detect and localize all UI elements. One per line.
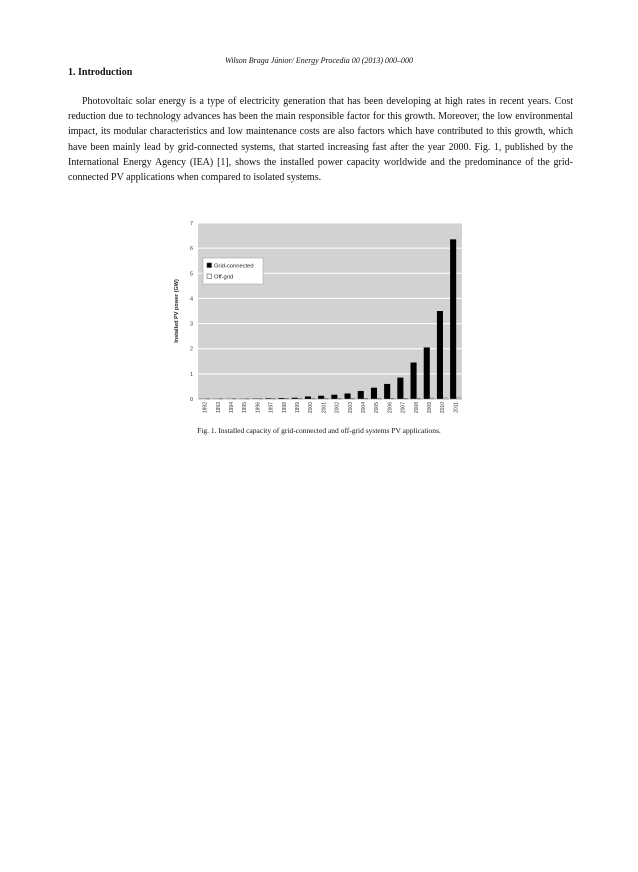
y-tick-label: 1 [189, 371, 193, 378]
x-tick-label: 2010 [440, 402, 447, 414]
x-tick-label: 2002 [334, 402, 341, 414]
x-tick-label: 2005 [374, 402, 381, 414]
bar-grid-connected [384, 384, 390, 399]
plot-area [198, 223, 462, 399]
y-tick-label: 3 [189, 321, 193, 328]
bar-grid-connected [331, 395, 337, 399]
y-tick-label: 0 [189, 397, 193, 403]
x-tick-label: 1995 [242, 402, 249, 414]
pv-capacity-chart [160, 215, 470, 415]
x-tick-label: 1999 [295, 402, 301, 414]
x-tick-label: 1996 [255, 402, 262, 414]
bar-grid-connected [345, 393, 351, 399]
legend-swatch [207, 274, 212, 279]
y-tick-label: 7 [189, 221, 193, 227]
section-title: 1. Introduction [68, 67, 133, 78]
bar-grid-connected [305, 396, 311, 399]
x-tick-label: 2001 [321, 402, 328, 414]
x-tick-label: 2008 [413, 402, 420, 414]
running-head: Wilson Braga Júnior/ Energy Procedia 00 (2013) 000–000 [224, 56, 414, 65]
bar-grid-connected [358, 391, 364, 399]
bar-grid-connected [318, 396, 324, 399]
x-tick-label: 1994 [229, 402, 235, 414]
bar-grid-connected [371, 388, 377, 399]
x-tick-label: 2011 [453, 402, 460, 413]
x-tick-label: 2007 [400, 402, 407, 414]
bar-grid-connected [437, 311, 443, 399]
x-tick-label: 1998 [281, 402, 288, 414]
y-tick-label: 5 [189, 271, 193, 278]
x-tick-label: 2004 [361, 402, 367, 414]
y-axis-label: Installed PV power (GW) [174, 279, 180, 343]
x-tick-label: 1997 [268, 402, 275, 414]
y-tick-label: 4 [189, 296, 193, 303]
bar-grid-connected [450, 239, 456, 399]
body-paragraph: Photovoltaic solar energy is a type of electricity generation that has been developing at high rates in recent years. Cost reduction due to technology advances has been the main responsible factor for this growth. Moreover, the low environmental impact, its modular characteristics and low maintenance costs are also factors which have contributed to this growth, which have been mainly lead by grid-connected systems, that started increasing fast after the year 2000. Fig. 1, published by the International Energy Agency (IEA) [1], shows the installed power capacity worldwide and the predominance of the grid-connected PV applications when compared to isolated systems. [68, 96, 573, 184]
figure-1 [160, 215, 470, 415]
bar-grid-connected [424, 347, 430, 399]
legend-label: Grid-connected [214, 263, 254, 270]
bar-grid-connected [397, 378, 403, 399]
x-tick-label: 2006 [387, 402, 394, 414]
figure-caption: Fig. 1. Installed capacity of grid-connected and off-grid systems PV applications. [197, 426, 441, 435]
legend-label: Off-grid [214, 274, 234, 281]
x-tick-label: 2003 [347, 402, 354, 414]
x-tick-label: 2009 [427, 402, 433, 414]
y-tick-label: 6 [189, 246, 193, 253]
x-tick-label: 2000 [308, 402, 315, 414]
x-tick-label: 1992 [202, 402, 209, 414]
y-tick-label: 2 [189, 346, 193, 353]
legend-swatch [207, 263, 212, 268]
x-tick-label: 1993 [215, 402, 222, 414]
bar-grid-connected [411, 363, 417, 399]
